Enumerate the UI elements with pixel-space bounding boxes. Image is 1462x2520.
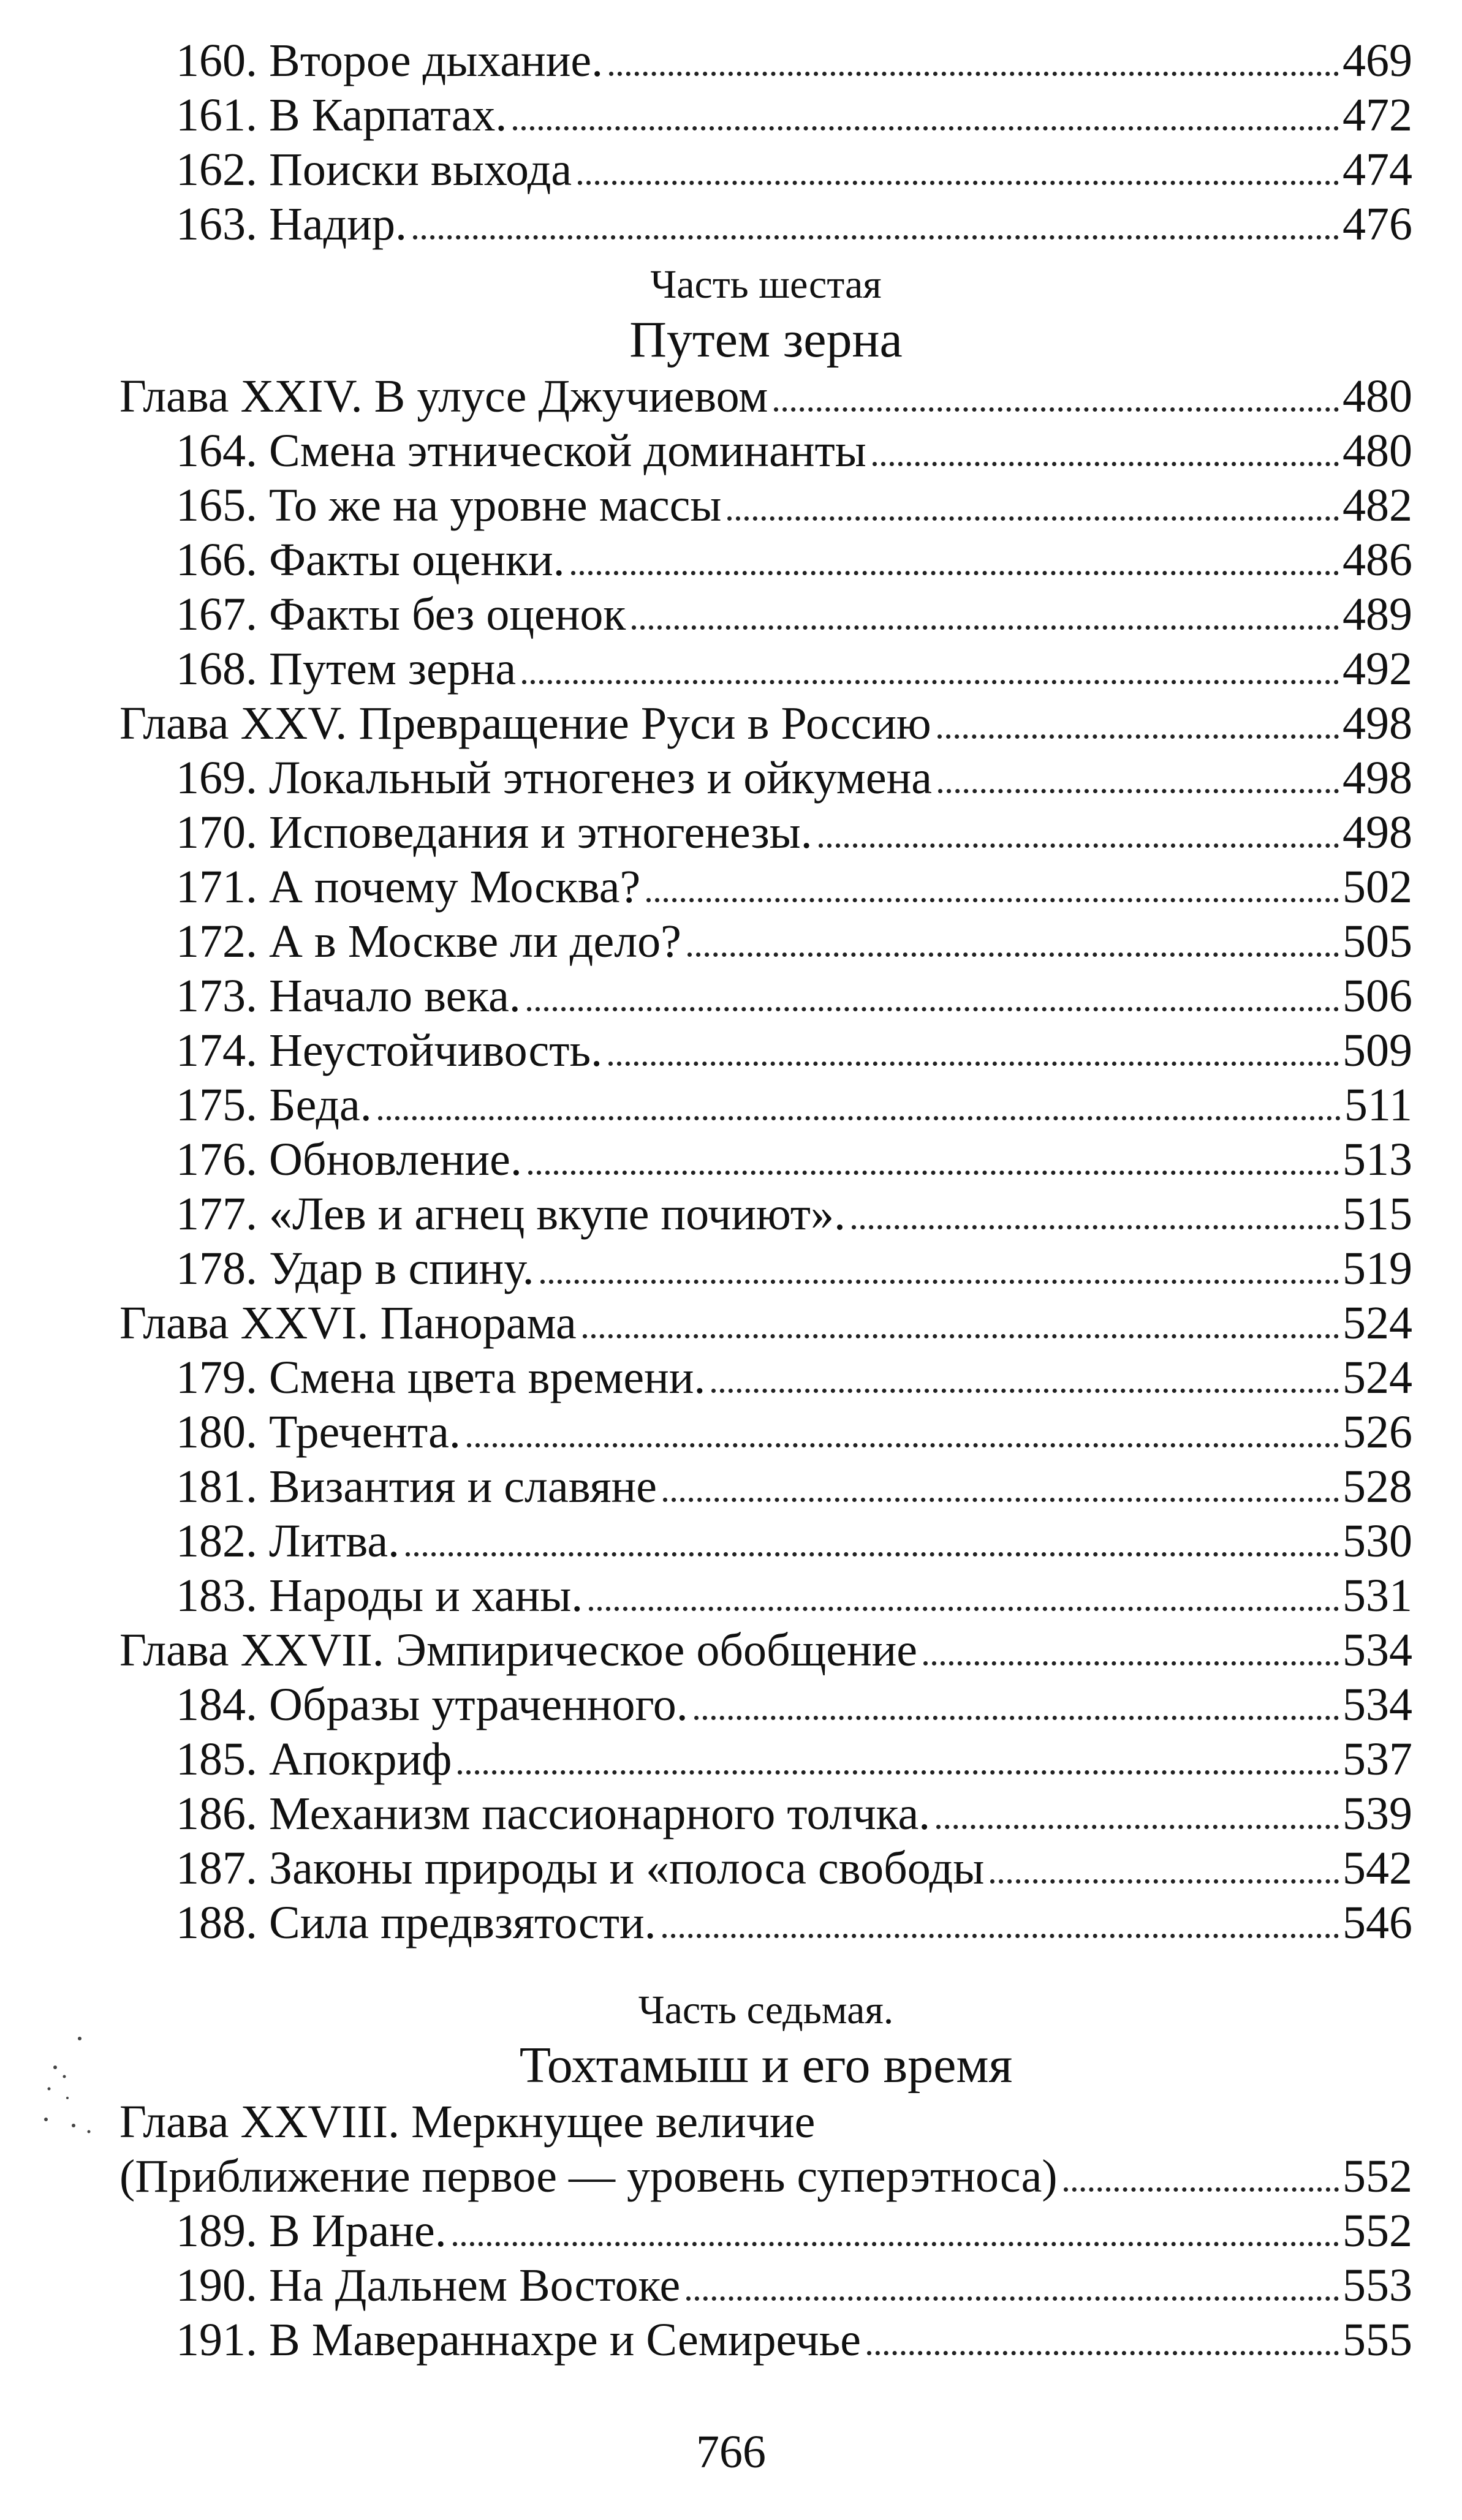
entry-page: 492 (1343, 643, 1412, 695)
toc-entry-183 (119, 1569, 1412, 1623)
section-gap (119, 1950, 1412, 1977)
dot-leader (774, 407, 1339, 412)
entry-page: 534 (1343, 1624, 1412, 1676)
part-title: Путем зерна (629, 311, 903, 368)
entry-title: 172. А в Москве ли дело? (176, 916, 681, 967)
dot-leader (540, 1280, 1339, 1284)
entry-title: 178. Удар в спину. (176, 1243, 534, 1294)
entry-page: 552 (1343, 2151, 1412, 2202)
entry-page: 555 (1343, 2314, 1412, 2366)
dot-leader (609, 72, 1339, 76)
toc-entry-185 (119, 1732, 1412, 1787)
entry-page: 476 (1343, 198, 1412, 250)
dot-leader (990, 1879, 1339, 1884)
entry-title: 169. Локальный этногенез и ойкумена (176, 752, 932, 804)
toc-entry-180 (119, 1405, 1412, 1460)
dot-leader (528, 1171, 1339, 1175)
dot-leader (686, 2296, 1339, 2301)
entry-page: 531 (1343, 1570, 1412, 1621)
toc-entry-187 (119, 1841, 1412, 1896)
dot-leader (578, 181, 1339, 185)
dot-leader (583, 1334, 1339, 1338)
entry-page: 539 (1343, 1788, 1412, 1839)
entry-page: 524 (1343, 1352, 1412, 1403)
entry-page: 542 (1343, 1843, 1412, 1894)
entry-title: 170. Исповедания и этногенезы. (176, 807, 812, 858)
toc-entry-173 (119, 969, 1412, 1024)
toc-entry-186 (119, 1787, 1412, 1841)
dot-leader (936, 1825, 1339, 1829)
entry-page: 509 (1343, 1025, 1412, 1076)
entry-page: 511 (1344, 1079, 1412, 1131)
dot-leader (453, 2242, 1339, 2246)
toc-entry-181 (119, 1460, 1412, 1514)
entry-page: 489 (1343, 589, 1412, 640)
dot-leader (873, 462, 1339, 466)
dot-leader (727, 516, 1339, 521)
dot-leader (938, 789, 1339, 793)
scan-specks (31, 2034, 104, 2144)
toc-entry-163 (119, 197, 1412, 252)
part-label: Часть шестая (650, 262, 882, 307)
toc-entry-188 (119, 1896, 1412, 1950)
table-of-contents (119, 34, 1412, 2367)
entry-title: Глава XXVI. Панорама (119, 1297, 577, 1349)
entry-title: 161. В Карпатах. (176, 89, 507, 141)
entry-title: 186. Механизм пассионарного толчка. (176, 1788, 931, 1839)
entry-title: 162. Поиски выхода (176, 144, 572, 195)
entry-page: 505 (1343, 916, 1412, 967)
entry-title: Глава XXIV. В улусе Джучиевом (119, 371, 768, 422)
dot-leader (819, 843, 1339, 848)
dot-leader (852, 1225, 1339, 1229)
entry-page: 480 (1343, 371, 1412, 422)
dot-leader (608, 1062, 1339, 1066)
toc-chapter-xxvii (119, 1623, 1412, 1678)
toc-entry-174 (119, 1024, 1412, 1078)
entry-page: 474 (1343, 144, 1412, 195)
toc-entry-169 (119, 751, 1412, 805)
toc-chapter-xxviii-title: Глава XXVIII. Меркнущее величие (119, 2096, 816, 2148)
toc-entry-167 (119, 587, 1412, 642)
part-label: Часть седьмая. (638, 1988, 894, 2032)
toc-entry-171 (119, 860, 1412, 915)
entry-title: 163. Надир. (176, 198, 407, 250)
dot-leader (513, 126, 1339, 130)
toc-entry-168 (119, 642, 1412, 696)
entry-title: 190. На Дальнем Востоке (176, 2260, 681, 2311)
toc-entry-166 (119, 533, 1412, 587)
entry-title: 184. Образы утраченного. (176, 1679, 688, 1730)
toc-entry-170 (119, 805, 1412, 860)
dot-leader (571, 571, 1339, 575)
entry-title: 167. Факты без оценок (176, 589, 626, 640)
toc-entry-160 (119, 34, 1412, 88)
toc-chapter-xxiv (119, 369, 1412, 424)
dot-leader (467, 1443, 1339, 1447)
dot-leader (522, 680, 1339, 684)
entry-page: 498 (1343, 698, 1412, 749)
entry-page: 506 (1343, 970, 1412, 1022)
entry-page: 515 (1343, 1188, 1412, 1240)
toc-chapter-xxv (119, 696, 1412, 751)
entry-title: 183. Народы и ханы. (176, 1570, 583, 1621)
toc-entry-177 (119, 1187, 1412, 1242)
entry-page: 519 (1343, 1243, 1412, 1294)
toc-chapter-xxvi (119, 1296, 1412, 1351)
toc-entry-182 (119, 1514, 1412, 1569)
entry-page: 553 (1343, 2260, 1412, 2311)
entry-title: Глава XXVII. Эмпирическое обобщение (119, 1624, 918, 1676)
entry-title: 188. Сила предвзятости. (176, 1897, 656, 1948)
entry-title: 166. Факты оценки. (176, 534, 565, 586)
part-title: Тохтамыш и его время (519, 2037, 1013, 2094)
entry-title: (Приближение первое — уровень суперэтноса) (119, 2151, 1058, 2202)
entry-page: 486 (1343, 534, 1412, 586)
toc-entry-191 (119, 2313, 1412, 2367)
toc-entry-162 (119, 143, 1412, 197)
toc-entry-165 (119, 478, 1412, 533)
entry-page: 472 (1343, 89, 1412, 141)
entry-title: 187. Законы природы и «полоса свободы (176, 1843, 985, 1894)
entry-page: 513 (1343, 1134, 1412, 1185)
entry-title: Глава XXV. Превращение Руси в Россию (119, 698, 931, 749)
toc-entry-189 (119, 2204, 1412, 2258)
entry-title: 176. Обновление. (176, 1134, 522, 1185)
toc-entry-190 (119, 2258, 1412, 2313)
dot-leader (406, 1552, 1339, 1556)
toc-entry-161 (119, 88, 1412, 143)
toc-entry-164 (119, 424, 1412, 478)
entry-title: 173. Начало века. (176, 970, 521, 1022)
entry-title: 189. В Иране. (176, 2205, 447, 2257)
toc-entry-175 (119, 1078, 1412, 1133)
toc-entry-184 (119, 1678, 1412, 1732)
toc-entry-179 (119, 1351, 1412, 1405)
entry-page: 528 (1343, 1461, 1412, 1512)
entry-page: 469 (1343, 35, 1412, 86)
dot-leader (589, 1607, 1339, 1611)
entry-title: 168. Путем зерна (176, 643, 517, 695)
entry-page: 498 (1343, 807, 1412, 858)
dot-leader (458, 1770, 1339, 1775)
toc-entry-178 (119, 1242, 1412, 1296)
dot-leader (867, 2351, 1339, 2355)
toc-chapter-xxviii-subtitle (119, 2149, 1412, 2204)
dot-leader (711, 1389, 1339, 1393)
entry-title: 181. Византия и славяне (176, 1461, 657, 1512)
dot-leader (694, 1716, 1339, 1720)
entry-page: 546 (1343, 1897, 1412, 1948)
entry-title: 185. Апокриф (176, 1733, 452, 1785)
entry-page: 498 (1343, 752, 1412, 804)
dot-leader (646, 898, 1339, 902)
dot-leader (527, 1007, 1339, 1011)
entry-page: 480 (1343, 425, 1412, 477)
entry-page: 534 (1343, 1679, 1412, 1730)
entry-title: 171. А почему Москва? (176, 861, 641, 913)
dot-leader (937, 734, 1339, 739)
dot-leader (632, 625, 1339, 630)
entry-title: 164. Смена этнической доминанты (176, 425, 866, 477)
entry-page: 482 (1343, 480, 1412, 531)
entry-page: 526 (1343, 1406, 1412, 1458)
entry-title: 175. Беда. (176, 1079, 372, 1131)
page-number: 766 (696, 2426, 766, 2478)
dot-leader (662, 1934, 1339, 1938)
dot-leader (378, 1116, 1341, 1120)
dot-leader (413, 235, 1339, 240)
entry-page: 537 (1343, 1733, 1412, 1785)
entry-page: 552 (1343, 2205, 1412, 2257)
entry-title: 177. «Лев и агнец вкупе почиют». (176, 1188, 846, 1240)
entry-title: 165. То же на уровне массы (176, 480, 722, 531)
dot-leader (923, 1661, 1339, 1666)
entry-title: 174. Неустойчивость. (176, 1025, 603, 1076)
entry-title: 179. Смена цвета времени. (176, 1352, 706, 1403)
toc-entry-176 (119, 1133, 1412, 1187)
dot-leader (1064, 2187, 1339, 2192)
entry-title: 180. Тречента. (176, 1406, 461, 1458)
entry-title: 191. В Мавераннахре и Семиречье (176, 2314, 861, 2366)
entry-title: 182. Литва. (176, 1515, 400, 1567)
entry-page: 524 (1343, 1297, 1412, 1349)
toc-entry-172 (119, 915, 1412, 969)
entry-title: 160. Второе дыхание. (176, 35, 604, 86)
dot-leader (663, 1498, 1339, 1502)
dot-leader (687, 953, 1339, 957)
entry-page: 530 (1343, 1515, 1412, 1567)
entry-page: 502 (1343, 861, 1412, 913)
